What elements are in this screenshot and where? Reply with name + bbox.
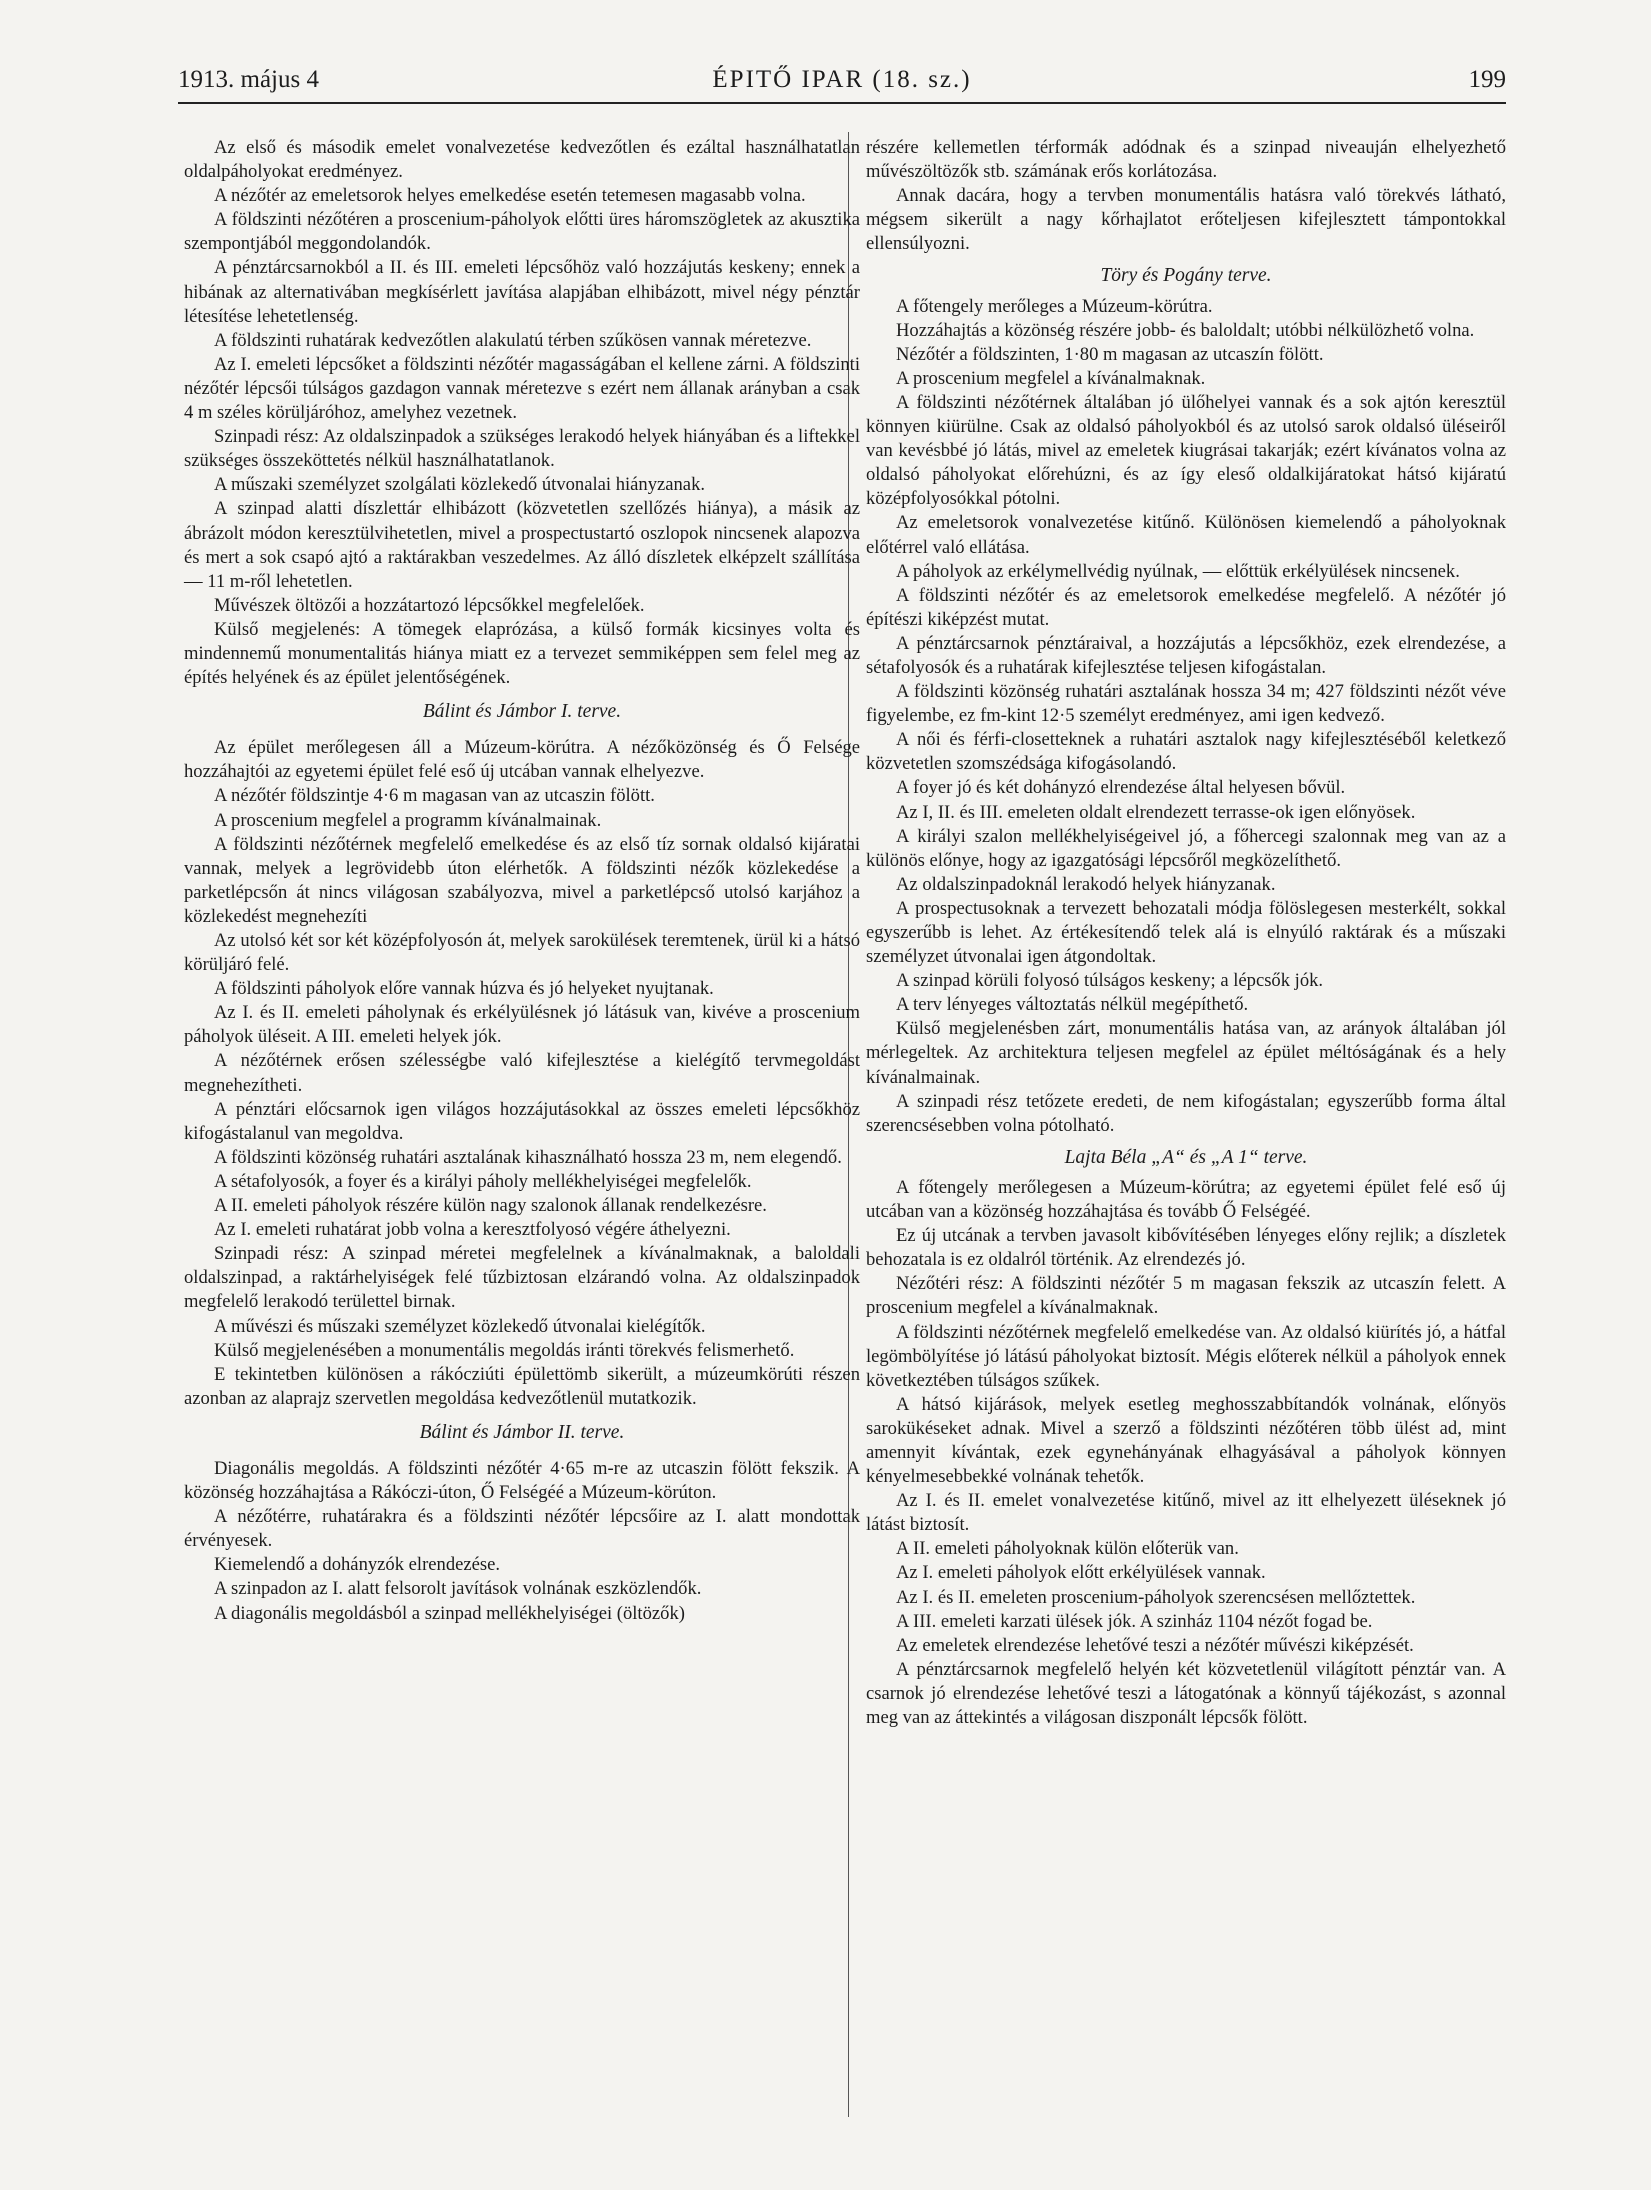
paragraph: A foyer jó és két dohányzó elrendezése által helyesen bővül. <box>896 777 1346 799</box>
paragraph: A hátsó kijárások, melyek esetleg meghosszabbítandók volnának, előnyös sarokükéseket adnak. Mivel a szerző a földszinti nézőtéren több ülést ad, mint amennyit kívántak, ezek egynehányának elhagyásával a páholyok könnyen kényelmesebbekké volnának tehetők. <box>866 1393 1506 1488</box>
paragraph: Az első és második emelet vonalvezetése kedvezőtlen és ezáltal használhatatlan oldalpáholyokat eredményez. <box>184 137 860 183</box>
paragraph: A pénztárcsarnok megfelelő helyén két közvetetlenül világított pénztár van. A csarnok jó elrendezése lehetővé teszi a látogatónak a könnyű tájékozást, s azonnal meg van az áttekintés a világosan diszponált lépcsők fölött. <box>866 1658 1506 1728</box>
paragraph: Az épület merőlegesen áll a Múzeum-körútra. A nézőközönség és Ő Felsége hozzáhajtói az egyetemi épület felé eső új utcában vannak elhelyezve. <box>184 737 860 783</box>
paragraph: Művészek öltözői a hozzátartozó lépcsőkkel megfelelőek. <box>214 594 645 616</box>
paragraph: A földszinti nézőtérnek megfelelő emelkedése és az első tíz sornak oldalsó kijáratai vannak, melyek a legrövidebb úton elérhetők. A földszinti nézők közlekedése a parketlépcsőn át nincs világosan szabályozva, mivel a parketlépcső utolsó karjához a közlekedést megnehezíti <box>184 833 860 927</box>
paragraph: Külső megjelenésben zárt, monumentális hatása van, az arányok általában jól mérlegeltek. Az architektura teljesen megfelel az épület méltóságának és a hely kívánalmainak. <box>866 1018 1506 1088</box>
paragraph: A földszinti közönség ruhatári asztalának hossza 34 m; 427 földszinti nézőt véve figyelembe, ez fm-kint 12·5 személyt eredményez, ami igen kedvező. <box>866 681 1506 727</box>
paragraph: részére kellemetlen térformák adódnak és a szinpad niveauján elhelyezhető művészöltözők stb. számának erős korlátozása. <box>866 137 1506 183</box>
paragraph: A prospectusoknak a tervezett behozatali módja fölöslegesen mesterkélt, sokkal egyszerűbb is lehet. Az értékesítendő telek alá is elnyúló raktárak és a műszaki személyzet útvonalai igen átgondoltak. <box>866 897 1506 968</box>
paragraph: A szinpad alatti díszlettár elhibázott (közvetetlen szellőzés hiánya), a másik az ábrázolt módon keresztülvihetetlen, mivel a prospectustartó oszlopok nincsenek alapozva és mert a sok csapó ajtó a raktárakban veszedelmes. Az álló díszletek elképzelt szállítása — 11 m-ről lehetetlen. <box>184 498 860 592</box>
paragraph: A szinpad körüli folyosó túlságos keskeny; a lépcsők jók. <box>896 970 1324 992</box>
paragraph: A diagonális megoldásból a szinpad mellékhelyiségei (öltözők) <box>214 1602 685 1624</box>
paragraph: A műszaki személyzet szolgálati közlekedő útvonalai hiányzanak. <box>214 474 706 496</box>
issue-date: 1913. május 4 <box>178 66 319 93</box>
paragraph: Az oldalszinpadoknál lerakodó helyek hiányzanak. <box>896 873 1276 895</box>
paragraph: A III. emeleti karzati ülések jók. A szinház 1104 nézőt fogad be. <box>896 1610 1373 1632</box>
right-column <box>866 136 1506 1730</box>
paragraph: Az I. és II. emeleti páholynak és erkélyülésnek jó látásuk van, kivéve a proscenium páholyok üléseit. A III. emeleti helyek jók. <box>184 1002 860 1048</box>
paragraph: A földszinti közönség ruhatári asztalának kihasználható hossza 23 m, nem elegendő. <box>214 1146 842 1168</box>
paragraph: Nézőtéri rész: A földszinti nézőtér 5 m magasan fekszik az utcaszín felett. A proscenium megfelel a kívánalmaknak. <box>866 1273 1506 1319</box>
paragraph: A földszinti ruhatárak kedvezőtlen alakulatú térben szűkösen vannak méretezve. <box>214 329 812 351</box>
paragraph: E tekintetben különösen a rákócziúti épülettömb sikerült, a múzeumkörúti részen azonban az alaprajz szervetlen megoldása kedvezőtlenül mutatkozik. <box>184 1363 860 1409</box>
paragraph: A nézőtér az emeletsorok helyes emelkedése esetén tetemesen magasabb volna. <box>214 185 806 207</box>
paragraph: Az I. emeleti páholyok előtt erkélyülések vannak. <box>896 1562 1266 1584</box>
paragraph: Ez új utcának a tervben javasolt kibővítésében lényeges előny rejlik; a díszletek behozatala is ez oldalról történik. Az elrendezés jó. <box>866 1225 1506 1271</box>
paragraph: A proscenium megfelel a kívánalmaknak. <box>896 367 1206 389</box>
paragraph: Az utolsó két sor két középfolyosón át, melyek sarokülések teremtenek, ürül ki a hátsó körüljáró felé. <box>184 930 860 976</box>
paragraph: A sétafolyosók, a foyer és a királyi páholy mellékhelyiségei megfelelők. <box>214 1170 752 1192</box>
paragraph: Az I. emeleti ruhatárat jobb volna a keresztfolyosó végére áthelyezni. <box>214 1219 731 1241</box>
paragraph: Az emeletsorok vonalvezetése kitűnő. Különösen kiemelendő a páholyoknak előtérrel való ellátása. <box>866 512 1506 558</box>
left-column <box>184 136 860 1626</box>
section-heading: Töry és Pogány terve. <box>1100 265 1272 287</box>
paragraph: A szinpadi rész tetőzete eredeti, de nem kifogástalan; egyszerűbb forma által szerencsésebben volna pótolható. <box>866 1090 1506 1136</box>
paragraph: Az I. és II. emelet vonalvezetése kitűnő, mivel az itt elhelyezett üléseknek jó látást biztosít. <box>866 1490 1506 1536</box>
page-number: 199 <box>1468 66 1506 93</box>
paragraph: A páholyok az erkélymellvédig nyúlnak, — előttük erkélyülések nincsenek. <box>896 560 1460 582</box>
paragraph: A pénztári előcsarnok igen világos hozzájutásokkal az összes emeleti lépcsőkhöz kifogástalanul van megoldva. <box>184 1098 860 1144</box>
journal-title: ÉPITŐ IPAR (18. sz.) <box>712 66 972 93</box>
paragraph: A terv lényeges változtatás nélkül megépíthető. <box>896 994 1249 1016</box>
paragraph: Az emeletek elrendezése lehetővé teszi a nézőtér művészi kiképzését. <box>896 1634 1414 1656</box>
paragraph: Az I, II. és III. emeleten oldalt elrendezett terrasse-ok igen előnyösek. <box>896 801 1416 823</box>
paragraph: A földszinti nézőtérnek általában jó ülőhelyei vannak és a sok ajtón keresztül könnyen kiürülne. Csak az oldalsó páholyokból és az utolsó sarok oldalsó üléseiről van kevésbbé jó látás, mivel az emeletek kiugrásai takarják; ezért kívánatos volna az oldalsó páholyokat előrehúzni, és az így eleső oldalkijáratokat hátsó kijáratú középfolyosókkal pótolni. <box>866 391 1506 510</box>
paragraph: Annak dacára, hogy a tervben monumentális hatásra való törekvés látható, mégsem sikerült a nagy kőrhajlatot erőteljesen kifejlesztett támpontokkal ellensúlyozni. <box>866 185 1506 255</box>
paragraph: Külső megjelenésében a monumentális megoldás iránti törekvés felismerhető. <box>214 1339 795 1361</box>
paragraph: A női és férfi-closetteknek a ruhatári asztalok nagy kifejlesztéséből keletkező közvetetlen szomszédsága kifogásolandó. <box>866 729 1506 775</box>
paragraph: A II. emeleti páholyoknak külön előterük van. <box>896 1538 1239 1560</box>
paragraph: A főtengely merőleges a Múzeum-körútra. <box>896 295 1213 317</box>
section-heading: Lajta Béla „A“ és „A 1“ terve. <box>1064 1146 1308 1168</box>
paragraph: A proscenium megfelel a programm kívánalmainak. <box>214 809 602 831</box>
paragraph: A művészi és műszaki személyzet közlekedő útvonalai kielégítők. <box>214 1315 706 1337</box>
paragraph: A nézőtérnek erősen szélességbe való kifejlesztése a kielégítő tervmegoldást megnehezítheti. <box>184 1050 860 1096</box>
paragraph: Szinpadi rész: Az oldalszinpadok a szükséges lerakodó helyek hiányában és a liftekkel szükséges összeköttetés nélkül használhatatlanok. <box>184 426 860 472</box>
paragraph: Az I. és II. emeleten proscenium-páholyok szerencsésen mellőztettek. <box>896 1586 1416 1608</box>
paragraph: Diagonális megoldás. A földszinti nézőtér 4·65 m-re az utcaszin fölött fekszik. A közönség hozzáhajtása a Rákóczi-úton, Ő Felségéé a Múzeum-körúton. <box>184 1457 860 1504</box>
paragraph: Hozzáhajtás a közönség részére jobb- és baloldalt; utóbbi nélkülözhető volna. <box>896 319 1475 341</box>
paragraph: A II. emeleti páholyok részére külön nagy szalonok állanak rendelkezésre. <box>214 1195 767 1217</box>
section-heading: Bálint és Jámbor I. terve. <box>422 701 622 723</box>
page-header <box>178 62 1506 104</box>
paragraph: A földszinti nézőtér és az emeletsorok emelkedése megfelelő. A nézőtér jó építészi kiképzést mutat. <box>866 584 1506 630</box>
paragraph: Kiemelendő a dohányzók elrendezése. <box>214 1554 501 1576</box>
paragraph: A földszinti páholyok előre vannak húzva és jó helyeket nyujtanak. <box>214 978 714 1000</box>
paragraph: A pénztárcsarnok pénztáraival, a hozzájutás a lépcsőkhöz, ezek elrendezése, a sétafolyosók és a ruhatárak kifejlesztése teljesen kifogástalan. <box>866 632 1506 678</box>
paragraph: A pénztárcsarnokból a II. és III. emeleti lépcsőhöz való hozzájutás keskeny; ennek a hibának az alternativában megkísérlett javítása alapjában elhibázott, mivel négy pénztár létesítése lehetetlenség. <box>184 257 860 327</box>
paragraph: Nézőtér a földszinten, 1·80 m magasan az utcaszín fölött. <box>896 343 1324 365</box>
paragraph: A főtengely merőlegesen a Múzeum-körútra; az egyetemi épület felé eső új utcában van a közönség hozzáhajtása és tovább Ő Felségéé. <box>866 1176 1506 1223</box>
paragraph: A királyi szalon mellékhelyiségeivel jó, a főhercegi szalonnak meg van az a különös előnye, hogy az igazgatósági lépcsőről megközelíthető. <box>866 825 1506 871</box>
paragraph: A földszinti nézőtéren a proscenium-páholyok előtti üres háromszögletek az akusztika szempontjából meggondolandók. <box>184 209 860 255</box>
section-heading: Bálint és Jámbor II. terve. <box>419 1421 625 1443</box>
paragraph: Külső megjelenés: A tömegek elaprózása, a külső formák kicsinyes volta és mindennemű monumentalitás hiánya miatt ez a tervezet semmiképpen sem felel meg az építés helyének és az épület jelentőségének. <box>184 618 860 689</box>
paragraph: A földszinti nézőtérnek megfelelő emelkedése van. Az oldalsó kiürítés jó, a hátfal legömbölyítése jó látású páholyokat biztosít. Mégis előterek nélkül a páholyok ennek következtében túlságos szűkek. <box>866 1321 1506 1391</box>
paragraph: A nézőtérre, ruhatárakra és a földszinti nézőtér lépcsőire az I. alatt mondottak érvényesek. <box>184 1506 860 1552</box>
paragraph: Az I. emeleti lépcsőket a földszinti nézőtér magasságában el kellene zárni. A földszinti nézőtér lépcsői túlságos gazdagon vannak méretezve s ezért nem állanak arányban a csak 4 m széles körüljáróhoz, amelyhez vezetnek. <box>184 353 860 424</box>
paragraph: Szinpadi rész: A szinpad méretei megfelelnek a kívánalmaknak, a baloldali oldalszinpad, a raktárhelyiségek felé tűzbiztosan elzárandó volna. Az oldalszinpadok megfelelő lerakodó területtel birnak. <box>184 1243 860 1313</box>
paragraph: A szinpadon az I. alatt felsorolt javítások volnának eszközlendők. <box>214 1578 702 1600</box>
paragraph: A nézőtér földszintje 4·6 m magasan van az utcaszin fölött. <box>214 785 655 807</box>
